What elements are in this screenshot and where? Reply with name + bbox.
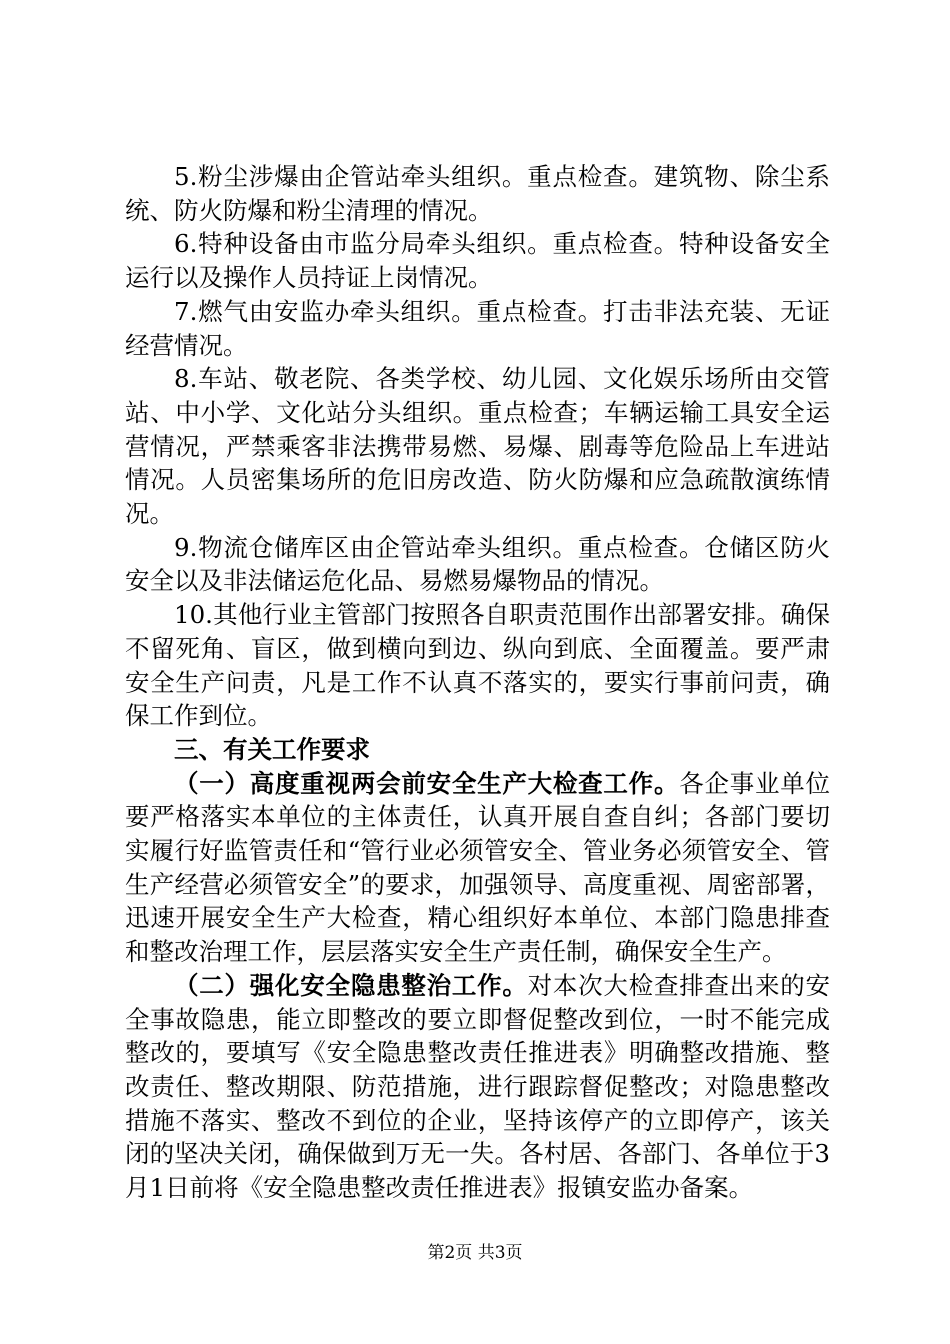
- requirement-2-body: 对本次大检查排查出来的安全事故隐患，能立即整改的要立即督促整改到位，一时不能完成整改的，要填写《安全隐患整改责任推进表》明确整改措施、整改责任、整改期限、防范措施，进行跟踪督促整改；对隐患整改措施不落实、整改不到位的企业，坚持该停产的立即停产，该关闭的坚决关闭，确保做到万无一失。各村居、各部门、各单位于3月1日前将《安全隐患整改责任推进表》报镇安监办备案。: [125, 970, 830, 1203]
- requirement-1-title: （一）高度重视两会前安全生产大检查工作。: [174, 768, 680, 798]
- paragraph-item-10: 10.其他行业主管部门按照各自职责范围作出部署安排。确保不留死角、盲区，做到横向到边、纵向到底、全面覆盖。要严肃安全生产问责，凡是工作不认真不落实的，要实行事前问责，确保工作到位。: [125, 600, 830, 731]
- section-heading: 三、有关工作要求: [174, 734, 370, 764]
- requirement-2-title: （二）强化安全隐患整治工作。: [174, 970, 528, 1000]
- paragraph-item-8: 8.车站、敬老院、各类学校、幼儿园、文化娱乐场所由交管站、中小学、文化站分头组织。重点检查；车辆运输工具安全运营情况，严禁乘客非法携带易燃、易爆、剧毒等危险品上车进站情况。人员密集场所的危旧房改造、防火防爆和应急疏散演练情况。: [125, 364, 830, 529]
- paragraph-item-9: 9.物流仓储库区由企管站牵头组织。重点检查。仓储区防火安全以及非法储运危化品、易燃易爆物品的情况。: [125, 532, 830, 596]
- requirement-2: [125, 969, 830, 1205]
- paragraph-item-6: 6.特种设备由市监分局牵头组织。重点检查。特种设备安全运行以及操作人员持证上岗情况。: [125, 229, 830, 293]
- paragraph-item-7: 7.燃气由安监办牵头组织。重点检查。打击非法充装、无证经营情况。: [125, 296, 830, 360]
- requirement-1: [125, 767, 830, 969]
- requirement-1-body: 各企事业单位要严格落实本单位的主体责任，认真开展自查自纠；各部门要切实履行好监管责任和“管行业必须管安全、管业务必须管安全、管生产经营必须管安全”的要求，加强领导、高度重视、周密部署，迅速开展安全生产大检查，精心组织好本单位、本部门隐患排查和整改治理工作，层层落实安全生产责任制，确保安全生产。: [125, 768, 831, 967]
- page-footer: 第2页 共3页: [427, 1243, 523, 1263]
- paragraph-item-5: 5.粉尘涉爆由企管站牵头组织。重点检查。建筑物、除尘系统、防火防爆和粉尘清理的情况。: [125, 162, 830, 225]
- document-body: [125, 160, 830, 1205]
